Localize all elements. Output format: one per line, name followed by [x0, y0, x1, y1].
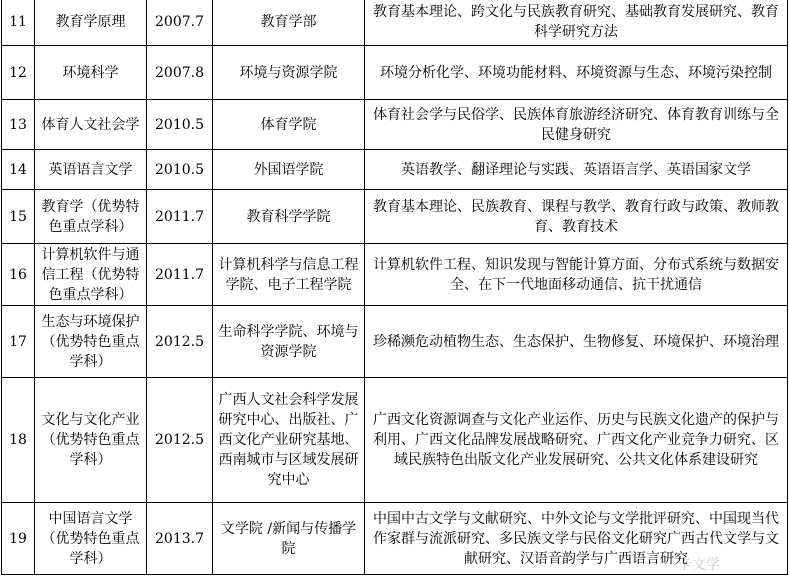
- approval-date: 2011.7: [147, 244, 213, 306]
- discipline-name: 教育学原理: [35, 0, 147, 46]
- research-directions: 计算机软件工程、知识发现与智能计算方面、分布式系统与数据安全、在下一代地面移动通信、抗干扰通信: [365, 244, 788, 306]
- discipline-name: 生态与环境保护（优势特色重点学科）: [35, 306, 147, 378]
- row-number: 19: [2, 503, 35, 575]
- table-row: [2, 503, 788, 575]
- responsible-unit: 文学院 /新闻与传播学院: [213, 503, 365, 575]
- discipline-table: [1, 0, 788, 575]
- responsible-unit: 教育学部: [213, 0, 365, 46]
- discipline-name: 英语语言文学: [35, 150, 147, 190]
- responsible-unit: 环境与资源学院: [213, 46, 365, 100]
- table-row: [2, 0, 788, 46]
- approval-date: 2011.7: [147, 190, 213, 244]
- discipline-name: 计算机软件与通信工程（优势特色重点学科）: [35, 244, 147, 306]
- discipline-name: 教育学（优势特色重点学科）: [35, 190, 147, 244]
- discipline-name: 中国语言文学（优势特色重点学科）: [35, 503, 147, 575]
- row-number: 15: [2, 190, 35, 244]
- responsible-unit: 生命科学学院、环境与资源学院: [213, 306, 365, 378]
- approval-date: 2010.5: [147, 150, 213, 190]
- discipline-name: 环境科学: [35, 46, 147, 100]
- table-row: [2, 100, 788, 150]
- research-directions: 教育基本理论、民族教育、课程与教学、教育行政与政策、教师教育、教育技术: [365, 190, 788, 244]
- row-number: 18: [2, 378, 35, 503]
- row-number: 16: [2, 244, 35, 306]
- table-row: [2, 46, 788, 100]
- table-row: [2, 190, 788, 244]
- approval-date: 2007.8: [147, 46, 213, 100]
- research-directions: 珍稀濒危动植物生态、生态保护、生物修复、环境保护、环境治理: [365, 306, 788, 378]
- research-directions: 体育社会学与民俗学、民族体育旅游经济研究、体育教育训练与全民健身研究: [365, 100, 788, 150]
- responsible-unit: 体育学院: [213, 100, 365, 150]
- research-directions: 广西文化资源调查与文化产业运作、历史与民族文化遗产的保护与利用、广西文化品牌发展战略研究、广西文化产业竞争力研究、区域民族特色出版文化产业发展研究、公共文化体系建设研究: [365, 378, 788, 503]
- watermark: 卡文学: [678, 557, 720, 573]
- research-directions: 英语教学、翻译理论与实践、英语语言学、英语国家文学: [365, 150, 788, 190]
- table-row: [2, 150, 788, 190]
- row-number: 17: [2, 306, 35, 378]
- table-row: [2, 306, 788, 378]
- responsible-unit: 计算机科学与信息工程学院、电子工程学院: [213, 244, 365, 306]
- discipline-name: 文化与文化产业（优势特色重点学科）: [35, 378, 147, 503]
- responsible-unit: 教育科学学院: [213, 190, 365, 244]
- row-number: 14: [2, 150, 35, 190]
- discipline-name: 体育人文社会学: [35, 100, 147, 150]
- research-directions: 教育基本理论、跨文化与民族教育研究、基础教育发展研究、教育科学研究方法: [365, 0, 788, 46]
- approval-date: 2007.7: [147, 0, 213, 46]
- row-number: 13: [2, 100, 35, 150]
- research-directions: 环境分析化学、环境功能材料、环境资源与生态、环境污染控制: [365, 46, 788, 100]
- responsible-unit: 外国语学院: [213, 150, 365, 190]
- approval-date: 2010.5: [147, 100, 213, 150]
- table-row: [2, 244, 788, 306]
- approval-date: 2012.5: [147, 306, 213, 378]
- approval-date: 2012.5: [147, 378, 213, 503]
- responsible-unit: 广西人文社会科学发展研究中心、出版社、广西文化产业研究基地、西南城市与区域发展研究中心: [213, 378, 365, 503]
- table-row: [2, 378, 788, 503]
- row-number: 12: [2, 46, 35, 100]
- approval-date: 2013.7: [147, 503, 213, 575]
- row-number: 11: [2, 0, 35, 46]
- research-directions: 中国中古文学与文献研究、中外文论与文学批评研究、中国现当代作家群与流派研究、多民族文学与民俗文化研究广西古代文学与文献研究、汉语音韵学与广西语言研究: [365, 503, 788, 575]
